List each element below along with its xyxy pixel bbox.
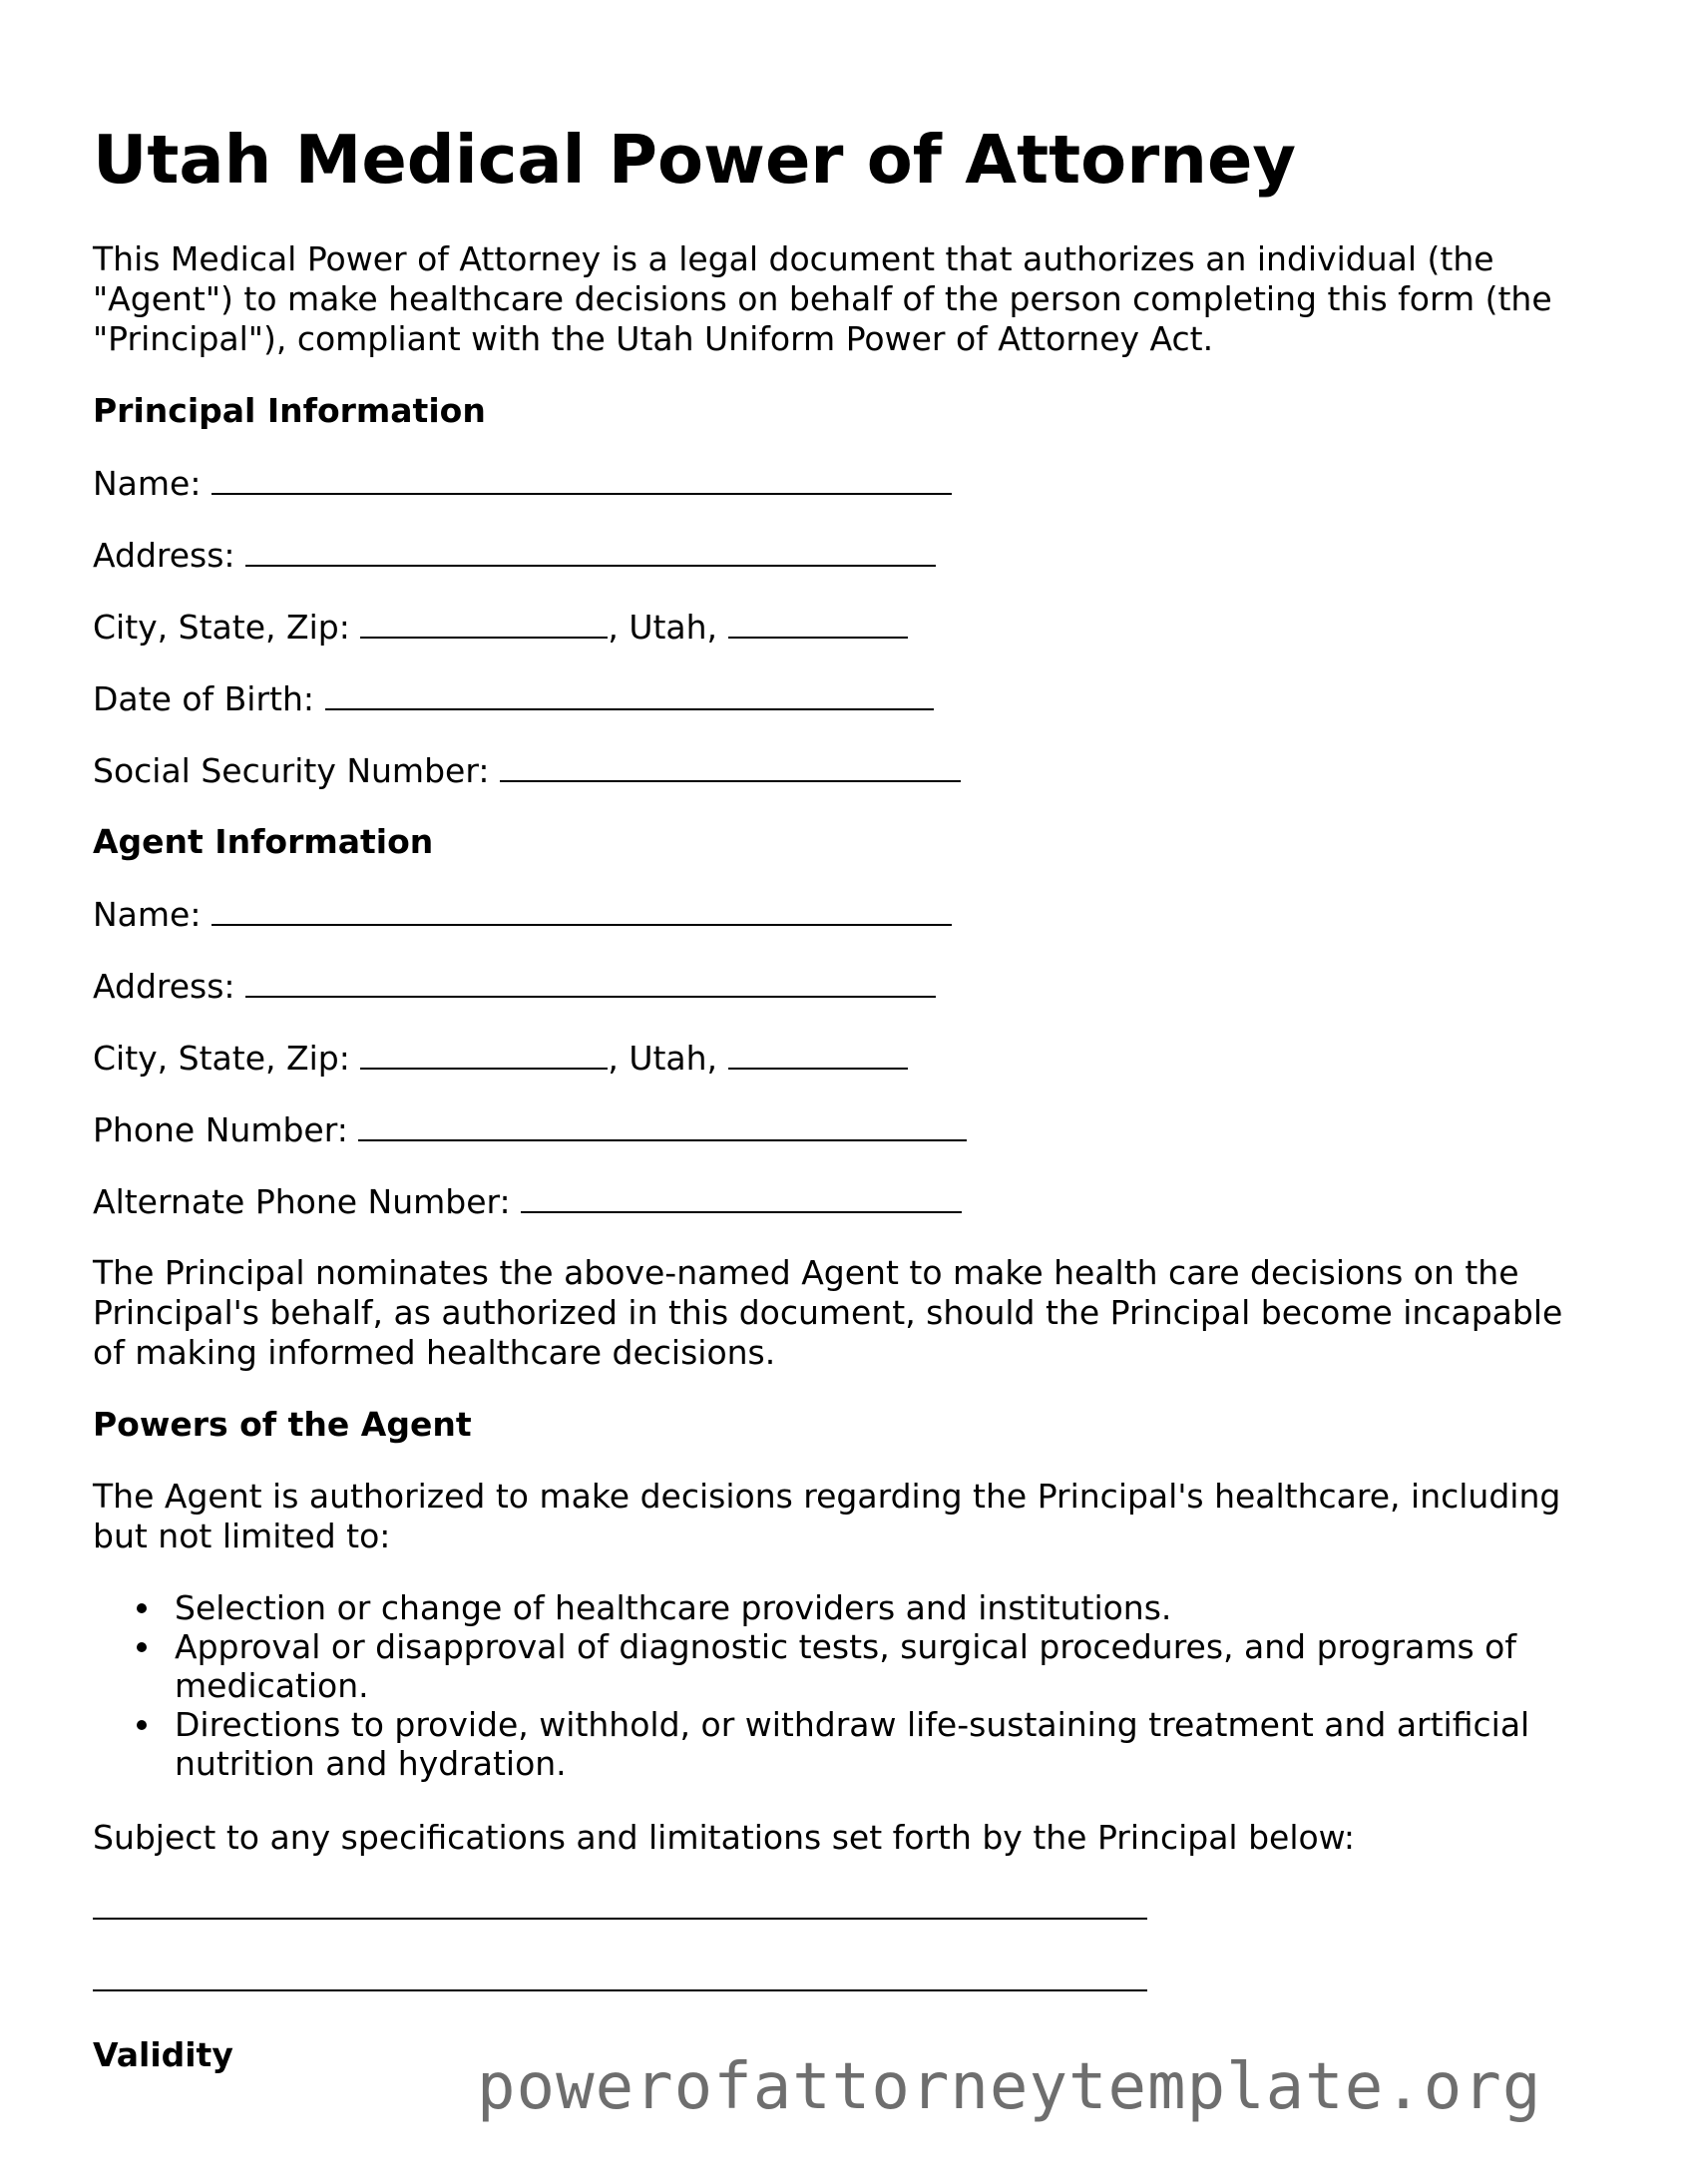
- principal-dob-field: [93, 678, 934, 719]
- agent-phone-label: Phone Number:: [93, 1110, 348, 1149]
- agent-city-blank[interactable]: [360, 1038, 608, 1070]
- agent-alt-phone-blank[interactable]: [521, 1181, 962, 1213]
- principal-city-blank[interactable]: [360, 607, 608, 639]
- agent-heading: Agent Information: [93, 822, 434, 861]
- principal-dob-blank[interactable]: [325, 678, 934, 710]
- list-item-text: Selection or change of healthcare providers and institutions.: [175, 1588, 1172, 1627]
- watermark-text: powerofattorneytemplate.org: [477, 2050, 1542, 2124]
- list-item-text: Directions to provide, withhold, or withdraw life-sustaining treatment and artificial nutrition and hydration.: [175, 1705, 1530, 1783]
- principal-city-label: City, State, Zip:: [93, 608, 350, 647]
- powers-list: [93, 1588, 1589, 1783]
- agent-address-blank[interactable]: [245, 966, 936, 998]
- principal-city-separator: , Utah,: [608, 608, 718, 647]
- principal-city-field: [93, 607, 908, 648]
- agent-city-separator: , Utah,: [608, 1039, 718, 1078]
- agent-alt-phone-field: [93, 1181, 962, 1222]
- principal-address-field: [93, 535, 936, 576]
- principal-address-blank[interactable]: [245, 535, 936, 567]
- principal-ssn-blank[interactable]: [500, 750, 961, 782]
- limitations-blank-line-1[interactable]: [93, 1918, 1147, 1920]
- principal-dob-label: Date of Birth:: [93, 679, 315, 718]
- agent-phone-blank[interactable]: [358, 1109, 967, 1141]
- powers-heading: Powers of the Agent: [93, 1405, 472, 1444]
- agent-address-label: Address:: [93, 967, 235, 1006]
- list-item: [93, 1705, 1589, 1783]
- bullet-icon: [137, 1642, 147, 1652]
- principal-heading: Principal Information: [93, 391, 486, 430]
- list-item: [93, 1588, 1589, 1627]
- principal-address-label: Address:: [93, 536, 235, 575]
- intro-paragraph: This Medical Power of Attorney is a legal document that authorizes an individual (the "Agent") to make healthcare decisions on behalf of the person completing this form (the "Principal"), compliant with the Utah Uniform Power of Attorney Act.: [93, 239, 1552, 358]
- limitations-blank-line-2[interactable]: [93, 1989, 1147, 1991]
- nomination-paragraph: The Principal nominates the above-named Agent to make health care decisions on the Principal's behalf, as authorized in this document, should the Principal become incapable of making informed healthcare decisions.: [93, 1253, 1563, 1372]
- principal-name-label: Name:: [93, 464, 202, 503]
- bullet-icon: [137, 1603, 147, 1613]
- powers-intro-paragraph: The Agent is authorized to make decisions regarding the Principal's healthcare, including but not limited to:: [93, 1477, 1561, 1555]
- agent-name-field: [93, 894, 952, 935]
- principal-ssn-field: [93, 750, 961, 791]
- limitations-paragraph: Subject to any specifications and limitations set forth by the Principal below:: [93, 1818, 1355, 1857]
- bullet-icon: [137, 1720, 147, 1730]
- agent-phone-field: [93, 1109, 967, 1150]
- agent-name-label: Name:: [93, 895, 202, 934]
- agent-city-label: City, State, Zip:: [93, 1039, 350, 1078]
- validity-heading: Validity: [93, 2035, 233, 2074]
- agent-name-blank[interactable]: [211, 894, 952, 926]
- principal-name-blank[interactable]: [211, 463, 952, 495]
- agent-alt-phone-label: Alternate Phone Number:: [93, 1182, 511, 1221]
- agent-address-field: [93, 966, 936, 1007]
- list-item: [93, 1627, 1589, 1705]
- document-title: Utah Medical Power of Attorney: [93, 121, 1297, 199]
- list-item-text: Approval or disapproval of diagnostic tests, surgical procedures, and programs of medication.: [175, 1627, 1516, 1705]
- agent-zip-blank[interactable]: [728, 1038, 908, 1070]
- principal-ssn-label: Social Security Number:: [93, 751, 490, 790]
- principal-zip-blank[interactable]: [728, 607, 908, 639]
- agent-city-field: [93, 1038, 908, 1079]
- principal-name-field: [93, 463, 952, 504]
